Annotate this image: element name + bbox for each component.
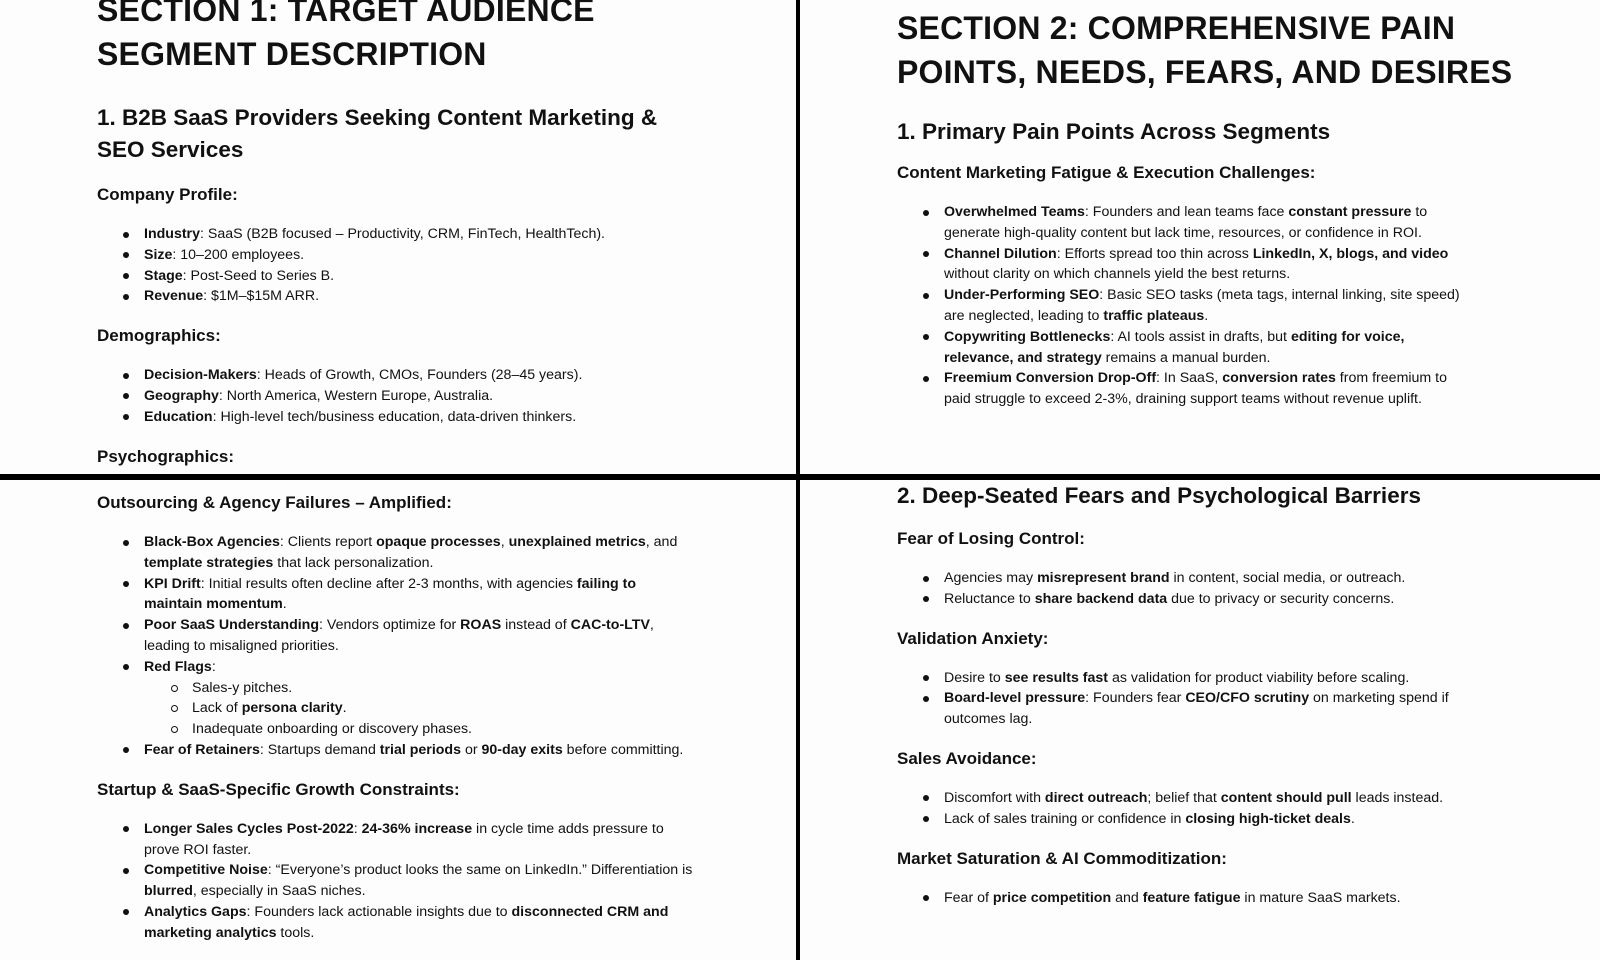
item-text: tools. [276,924,315,941]
item-text: : North America, Western Europe, Australia. [218,387,494,404]
item-label: Overwhelmed Teams [944,204,1085,220]
item-emphasis: 24-36% increase [361,820,473,837]
item-emphasis: CAC-to-LTV [570,617,650,634]
item-label: Black-Box Agencies [144,534,280,550]
item-text: leads instead. [1351,789,1444,806]
item-text: : Vendors optimize for [319,617,461,634]
item-label: Board-level pressure [944,690,1086,707]
sales-avoidance-list [897,788,1497,830]
item-emphasis: failing to maintain momentum [144,575,637,613]
item-text: : “Everyone’s product looks the same on LinkedIn.” Differentiation is [267,862,693,879]
item-text: in content, social media, or outreach. [1169,570,1406,586]
sales-avoidance-heading: Sales Avoidance: [897,748,1037,768]
list-item [97,902,697,944]
list-item [897,568,1487,589]
item-text: : [211,658,216,675]
item-text: Agencies may [944,570,1038,586]
item-text: or [461,741,482,758]
section-title [897,6,1577,94]
item-emphasis: traffic plateaus [1103,307,1205,324]
item-text: : AI tools assist in drafts, but [1110,328,1291,345]
item-emphasis: persona clarity [241,700,343,717]
list-item [97,615,697,657]
list-item [897,788,1497,809]
panel-top-right [800,0,1600,474]
item-emphasis: disconnected CRM and marketing analytics [144,903,669,941]
item-emphasis: content should pull [1220,789,1352,806]
sub-list-item [144,678,697,699]
item-text: . [1204,307,1209,324]
item-label: Size [144,246,173,263]
list-item [97,286,737,307]
item-label: Copywriting Bottlenecks [944,328,1111,345]
item-text: Sales-y pitches. [192,679,293,696]
agency-failures-heading: Outsourcing & Agency Failures – Amplified: [97,493,452,512]
list-item [897,244,1477,286]
item-text: , and [645,534,678,550]
segment-heading-line1: 1. B2B SaaS Providers Seeking Content Marketing & [97,105,658,130]
panel2-content [897,6,1577,410]
panel4-content [897,480,1577,908]
section-title-partial: SECTION 1: TARGET AUDIENCE [97,0,595,28]
item-text: on marketing spend if outcomes lag. [944,690,1449,728]
item-emphasis: price competition [992,889,1112,906]
item-text: . [1350,810,1355,827]
item-text: : Clients report [279,534,377,550]
item-text: : Heads of Growth, CMOs, Founders (28–45 years). [256,367,583,384]
item-emphasis: see results fast [1004,669,1109,686]
sub-list-item [144,719,697,740]
demographics-list [97,365,737,427]
item-label: Freemium Conversion Drop-Off [944,370,1157,387]
item-text: : In SaaS, [1156,370,1223,387]
item-label: Stage [144,267,183,284]
item-text: as validation for product viability before scaling. [1108,669,1410,686]
item-text: , [500,534,509,550]
list-item [897,688,1487,730]
red-flags-sublist [144,678,697,740]
list-item [897,285,1477,327]
item-text: : 10–200 employees. [172,246,305,263]
list-item [97,740,697,761]
item-text: Reluctance to [944,590,1035,607]
item-emphasis: share backend data [1034,590,1168,607]
item-text: due to privacy or security concerns. [1167,590,1395,607]
panel-bottom-left [0,480,796,960]
item-text: in mature SaaS markets. [1240,889,1401,906]
item-text: without clarity on which channels yield the best returns. [944,266,1291,283]
item-emphasis: misrepresent brand [1037,570,1170,586]
demographics-heading: Demographics: [97,326,221,346]
pain-points-list [897,202,1477,410]
item-emphasis: template strategies [144,554,274,571]
pain-points-heading: 1. Primary Pain Points Across Segments [897,119,1331,144]
growth-constraints-list [97,819,697,944]
item-label: Geography [144,387,219,404]
item-text: . [282,596,287,613]
item-emphasis: constant pressure [1288,204,1412,220]
list-item [97,819,697,861]
item-text: : Post-Seed to Series B. [182,267,335,284]
item-emphasis: editing for voice, relevance, and strategy [944,328,1405,366]
item-text: : Efforts spread too thin across [1056,245,1253,262]
panel3-content [97,492,697,944]
segment-heading [97,102,737,166]
list-item [97,860,697,902]
item-emphasis: feature fatigue [1142,889,1241,906]
list-item [897,888,1497,909]
item-text: ; belief that [1147,789,1221,806]
validation-anxiety-heading: Validation Anxiety: [897,628,1049,648]
item-text: . [342,700,347,717]
item-label: Education [144,408,213,425]
item-text: : Initial results often decline after 2-3 months, with agencies [200,575,577,592]
item-emphasis: 90-day exits [481,741,563,758]
list-item [897,327,1477,369]
item-text: , leading to misaligned priorities. [144,617,654,654]
fears-heading: 2. Deep-Seated Fears and Psychological Barriers [897,483,1421,508]
fear-losing-control-heading: Fear of Losing Control: [897,529,1085,548]
section-title-line1: SECTION 2: COMPREHENSIVE PAIN [897,10,1456,46]
item-label: Analytics Gaps [144,903,247,920]
item-emphasis: blurred [144,883,193,900]
sub-list-item [144,698,697,719]
item-text: remains a manual burden. [1101,349,1271,366]
item-text: , especially in SaaS niches. [192,883,366,900]
psychographics-heading: Psychographics: [97,446,234,466]
company-profile-heading: Company Profile: [97,185,238,204]
item-label: Channel Dilution [944,245,1057,262]
item-label: Competitive Noise [144,862,268,879]
item-emphasis: opaque processes [376,534,501,550]
item-label: Fear of Retainers [144,741,260,758]
list-item [897,368,1477,410]
item-text: : Startups demand [259,741,380,758]
list-item [897,668,1487,689]
item-text: : $1M–$15M ARR. [203,288,320,305]
item-emphasis: closing high-ticket deals [1185,810,1351,827]
item-emphasis: direct outreach [1044,789,1148,806]
item-text: before committing. [562,741,684,758]
item-label: Longer Sales Cycles Post-2022 [144,820,354,837]
section-title: SEGMENT DESCRIPTION [97,36,487,72]
company-profile-list [97,224,737,307]
item-text: Fear of [944,889,993,906]
list-item [97,657,697,740]
section-title-line2: POINTS, NEEDS, FEARS, AND DESIRES [897,54,1513,90]
growth-constraints-heading: Startup & SaaS-Specific Growth Constraints: [97,779,460,799]
fear-losing-control-list [897,568,1487,610]
list-item [97,245,737,266]
item-text: that lack personalization. [273,554,434,571]
item-text: : Founders lack actionable insights due to [246,903,512,920]
list-item [97,407,737,428]
market-saturation-list [897,888,1497,909]
item-text: Discomfort with [944,789,1045,806]
validation-anxiety-list [897,668,1487,730]
list-item [97,365,737,386]
item-text: Lack of sales training or confidence in [944,810,1186,827]
list-item [97,574,697,616]
item-text: : Basic SEO tasks (meta tags, internal linking, site speed) are neglected, leading to [944,287,1460,324]
agency-failures-list [97,532,697,761]
list-item [97,224,737,245]
item-label: Poor SaaS Understanding [144,617,320,634]
item-emphasis: LinkedIn, X, blogs, and video [1252,245,1449,262]
item-text: and [1111,889,1143,906]
item-text: to generate high-quality content but lack time, resources, or confidence in ROI. [944,204,1428,241]
item-emphasis: conversion rates [1222,370,1336,387]
list-item [897,809,1497,830]
item-text: Desire to [944,669,1005,686]
panel-bottom-right [800,480,1600,960]
item-emphasis: unexplained metrics [508,534,646,550]
item-text: : [353,820,362,837]
list-item [897,589,1487,610]
item-label: Industry [144,226,200,242]
item-text: in cycle time adds pressure to prove ROI faster. [144,820,664,858]
list-item [97,266,737,287]
item-text: : SaaS (B2B focused – Productivity, CRM, FinTech, HealthTech). [199,226,606,242]
item-text: : High-level tech/business education, data-driven thinkers. [212,408,577,425]
market-saturation-heading: Market Saturation & AI Commoditization: [897,848,1227,868]
panel1-content [97,0,737,468]
item-text: : Founders and lean teams face [1084,204,1289,220]
item-emphasis: ROAS [460,617,502,634]
item-text: Lack of [192,700,242,717]
item-label: Under-Performing SEO [944,287,1100,304]
item-label: Decision-Makers [144,367,257,384]
item-label: Red Flags [144,658,212,675]
item-text: from freemium to paid struggle to exceed 2-3%, draining support teams without revenue uplift. [944,370,1448,408]
item-label: Revenue [144,288,204,305]
list-item [897,202,1477,244]
item-emphasis: CEO/CFO scrutiny [1185,690,1310,707]
item-text: instead of [501,617,571,634]
segment-heading-line2: SEO Services [97,137,244,162]
item-text: Inadequate onboarding or discovery phases. [192,721,473,738]
item-label: KPI Drift [144,575,201,592]
panel-top-left [0,0,796,474]
item-emphasis: trial periods [379,741,461,758]
list-item [97,386,737,407]
content-fatigue-heading: Content Marketing Fatigue & Execution Challenges: [897,163,1316,182]
item-text: : Founders fear [1085,690,1186,707]
list-item [97,532,697,574]
